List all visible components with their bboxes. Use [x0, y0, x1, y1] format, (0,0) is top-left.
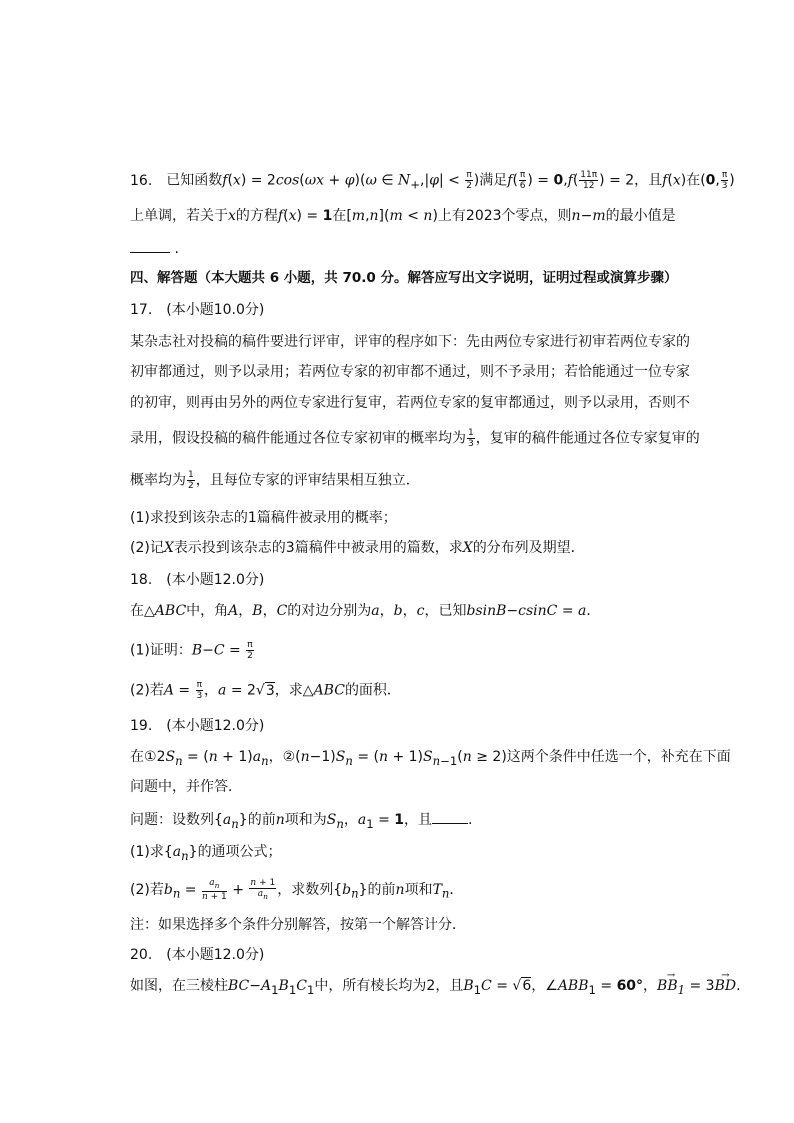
q19-paragraph-line: 问题：设数列$\{a_n\}$的前n项和为$S_n$，$a_1 = 1$，且 .: [130, 812, 473, 831]
q20-paragraph-line: 如图，在三棱柱$BC-A_1B_1C_1$中，所有棱长均为2，且$B_1C = √6$，$\angle ABB_1 = 60^\circ$，→ $BB_1 = 3\to$ BD.: [130, 976, 741, 1000]
question-score: (本小题12.0分): [166, 947, 265, 963]
q17-paragraph-line: 某杂志社对投稿的稿件要进行评审，评审的程序如下：先由两位专家进行初审若两位专家的: [130, 334, 690, 350]
q19-subquestion-2: (2)若$b_n$ = $\frac{a_n}{n + 1}$ + $\frac{n + 1}{a_n}$ ，求数列$\{b_n\}$的前n项和$T_n$．: [130, 878, 464, 902]
question-number: 19.: [130, 718, 153, 734]
q16-line2: 上单调，若关于x的方程f(x) = 1在[m,n](m < n)上有2023个零点，则n−m的最小值是: [130, 208, 676, 224]
question-number: 16.: [130, 172, 153, 189]
q18-subquestion-2: (2)若A = $\frac{\pi}{3}$ ，a = 2√3，求△ABC的面积．: [130, 680, 401, 701]
q19-subquestion-1: (1)求$\{a_n\}$的通项公式；: [130, 844, 282, 863]
q17-paragraph-line: 的初审，则再由另外的两位专家进行复审，若两位专家的复审都通过，则予以录用，否则不: [130, 395, 690, 411]
q17-paragraph-line: 概率均为 $\frac{1}{2}$ ，且每位专家的评审结果相互独立．: [130, 470, 420, 491]
q19-header: [130, 716, 264, 736]
q19-paragraph-line: 在$①2S_n = (n + 1)a_n$，$②(n-1)S_n = (n + 1)S_{n-1}(n \ge 2)$这两个条件中任选一个，补充在下面: [130, 749, 731, 768]
question-number: 20.: [130, 947, 153, 963]
q16-line1: 16. 已知函数f(x) = 2cos(ωx + φ)(ω ∈ $N_+,|\varphi|$ < $\frac{\pi}{2}$ )满足f( $\frac{\pi}{6}$ ) = 0,f( $\frac{11\pi}{12}$ ) = 2，且f(x)在(0, $\frac{\pi}{3}$ ): [130, 170, 735, 192]
q20-header: [130, 945, 264, 965]
q18-header: [130, 570, 264, 590]
question-number: 17.: [130, 302, 153, 318]
q17-subquestion-2: (2)记X表示投到该杂志的3篇稿件中被录用的篇数，求X的分布列及期望．: [130, 540, 585, 556]
condition-blank[interactable]: [432, 811, 468, 824]
answer-blank[interactable]: [130, 238, 170, 253]
q19-paragraph-line: 问题中，并作答．: [130, 779, 242, 795]
question-score: (本小题12.0分): [166, 718, 265, 734]
q17-paragraph-line: 录用，假设投稿的稿件能通过各位专家初审的概率均为 $\frac{1}{3}$ ，复审的稿件能通过各位专家复审的: [130, 428, 700, 449]
q17-subquestion-1: (1)求投到该杂志的1篇稿件被录用的概率；: [130, 510, 397, 526]
q17-paragraph-line: 初审都通过，则予以录用；若两位专家的初审都不通过，则不予录用；若恰能通过一位专家: [130, 364, 690, 380]
q18-paragraph-line: 在△ABC中，角A，B，C的对边分别为a，b，c，已知bsinB−csinC = a．: [130, 603, 601, 619]
q17-header: [130, 300, 264, 320]
question-number: 18.: [130, 572, 153, 588]
question-score: (本小题12.0分): [166, 572, 265, 588]
question-score: (本小题10.0分): [166, 302, 265, 318]
section-heading: 四、解答题（本大题共 6 小题，共 70.0 分。解答应写出文字说明，证明过程或演算步骤）: [130, 270, 678, 286]
q18-subquestion-1: (1)证明：B−C = $\frac{\pi}{2}$: [130, 640, 253, 661]
q16-answer-blank: .: [130, 238, 179, 259]
q19-note: 注：如果选择多个条件分别解答，按第一个解答计分．: [130, 917, 466, 933]
